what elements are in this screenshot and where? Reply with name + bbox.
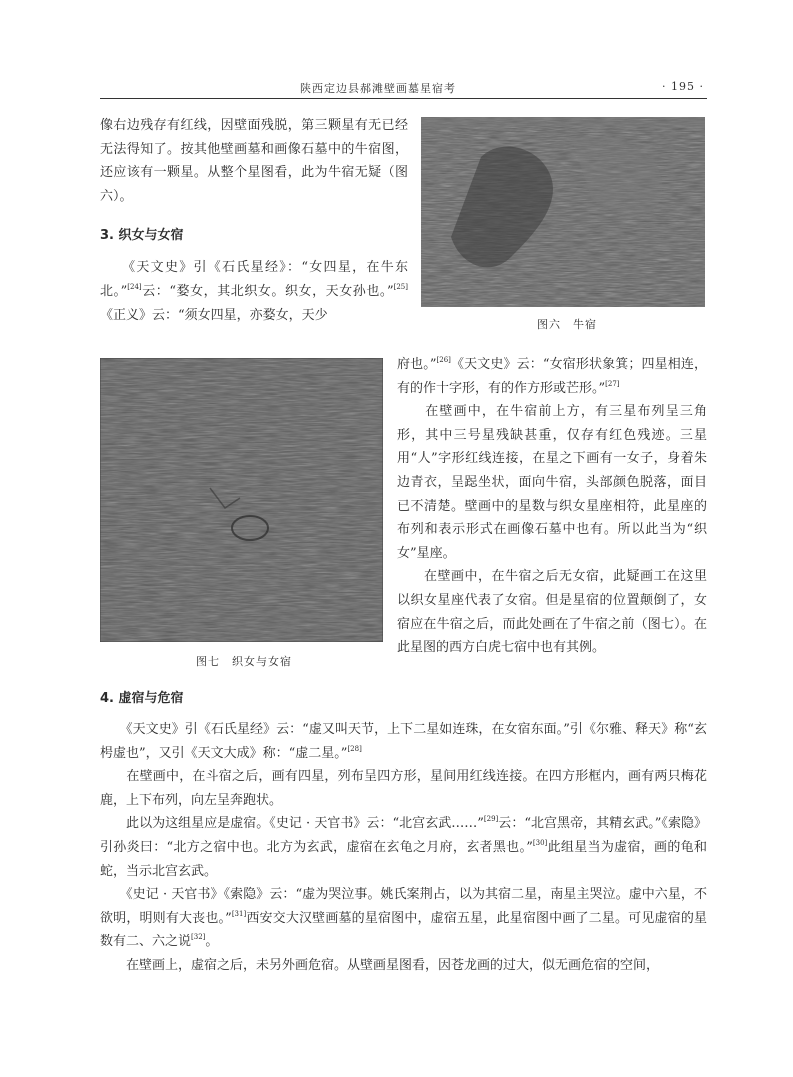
weaver-girl-mural-image (100, 358, 383, 642)
citation-31[interactable]: [31] (231, 909, 247, 918)
figure-6-caption: 图六 牛宿 (537, 318, 597, 331)
citation-30[interactable]: [30] (532, 838, 548, 847)
paragraph-position-reversed: 在壁画中，在牛宿之后无女宿，此疑画工在这里以织女星座代表了女宿。但是星宿的位置颠倒了，女宿应在牛宿之后，而此处画在了牛宿之前（图七）。在此星图的西方白虎七宿中也有其例。 (397, 569, 707, 656)
paragraph-woman-lodge-form: 府也。”[26]《天文史》云：“女宿形状象箕；四星相连，有的作十字形，有的作方形或芒形。”[27] (397, 356, 707, 396)
figure-7-caption: 图七 织女与女宿 (196, 655, 292, 668)
running-title: 陕西定边县郝滩壁画墓星宿考 (300, 82, 456, 95)
citation-24[interactable]: [24] (127, 282, 142, 291)
citation-32[interactable]: [32] (191, 933, 206, 942)
ox-mural-image (421, 117, 705, 307)
paragraph-danger-lodge: 在壁画上，虚宿之后，未另外画危宿。从壁画星图看，因苍龙画的过大，似无画危宿的空间， (100, 957, 660, 973)
column-full-bottom (100, 687, 707, 978)
paragraph-ox-end: 像右边残存有红线，因壁面残脱，第三颗星有无已经无法得知了。按其他壁画墓和画像石墓中的牛宿图，还应该有一颗星。从整个星图看，此为牛宿无疑（图六）。 (100, 118, 408, 204)
figure-6-photo (421, 117, 705, 307)
header-rule (100, 98, 707, 99)
column-right-middle (397, 353, 707, 660)
paragraph-xuanwu: 此以为这组星应是虚宿。《史记 · 天官书》云：“北宫玄武……”[29]云：“北宫黑帝，其精玄武。”《索隐》引孙炎曰：“北方之宿中也。北方为玄武，虚宿在玄龟之月府，玄者黑也。”[30]此组星当为虚宿，画的龟和蛇，当示北宫玄武。 (100, 815, 707, 879)
section-heading-3: 3. 织女与女宿 (100, 228, 184, 244)
paragraph-deer: 在壁画中，在斗宿之后，画有四星，列布呈四方形，星间用红线连接。在四方形框内，画有两只梅花鹿，上下布列，向左呈奔跑状。 (100, 769, 707, 808)
citation-27[interactable]: [27] (605, 379, 620, 388)
section-heading-4: 4. 虚宿与危宿 (100, 691, 184, 706)
citation-25[interactable]: [25] (393, 282, 408, 291)
citation-29[interactable]: [29] (483, 815, 499, 824)
column-left-top (100, 114, 408, 327)
page-number: · 195 · (662, 80, 704, 93)
paragraph-mourning: 《史记 · 天官书》《索隐》云：“虚为哭泣事。姚氏案荆占，以为其宿二星，南星主哭泣。虚中六星，不欲明，明则有大丧也。”[31]西安交大汉壁画墓的星宿图中，虚宿五星，此星宿图中画了二星。可见虚宿的星数有二、六之说[32]。 (100, 887, 707, 950)
paragraph-weaver-girl: 《天文史》引《石氏星经》：“女四星，在牛东北。”[24]云：“婺女，其北织女。织女，天女孙也。”[25]《正义》云：“须女四星，亦婺女，天少 (100, 260, 408, 323)
citation-28[interactable]: [28] (347, 744, 362, 753)
figure-7-photo (100, 358, 383, 642)
paragraph-emptiness-def: 《天文史》引《石氏星经》云：“虚又叫天节，上下二星如连珠，在女宿东面。”引《尔雅、释天》称“玄枵虚也”，又引《天文大成》称：“虚二星。”[28] (100, 722, 707, 761)
citation-26[interactable]: [26] (436, 356, 451, 364)
paragraph-mural-triangle: 在壁画中，在牛宿前上方，有三星布列呈三角形，其中三号星残缺甚重，仅存有红色残迹。三星用“人”字形红线连接，在星之下画有一女子，身着朱边青衣，呈跽坐状，面向牛宿，头部颜色脱落，面目已不清楚。壁画中的星数与织女星座相符，此星座的布列和表示形式在画像石墓中也有。所以此当为“织女”星座。 (397, 404, 707, 561)
